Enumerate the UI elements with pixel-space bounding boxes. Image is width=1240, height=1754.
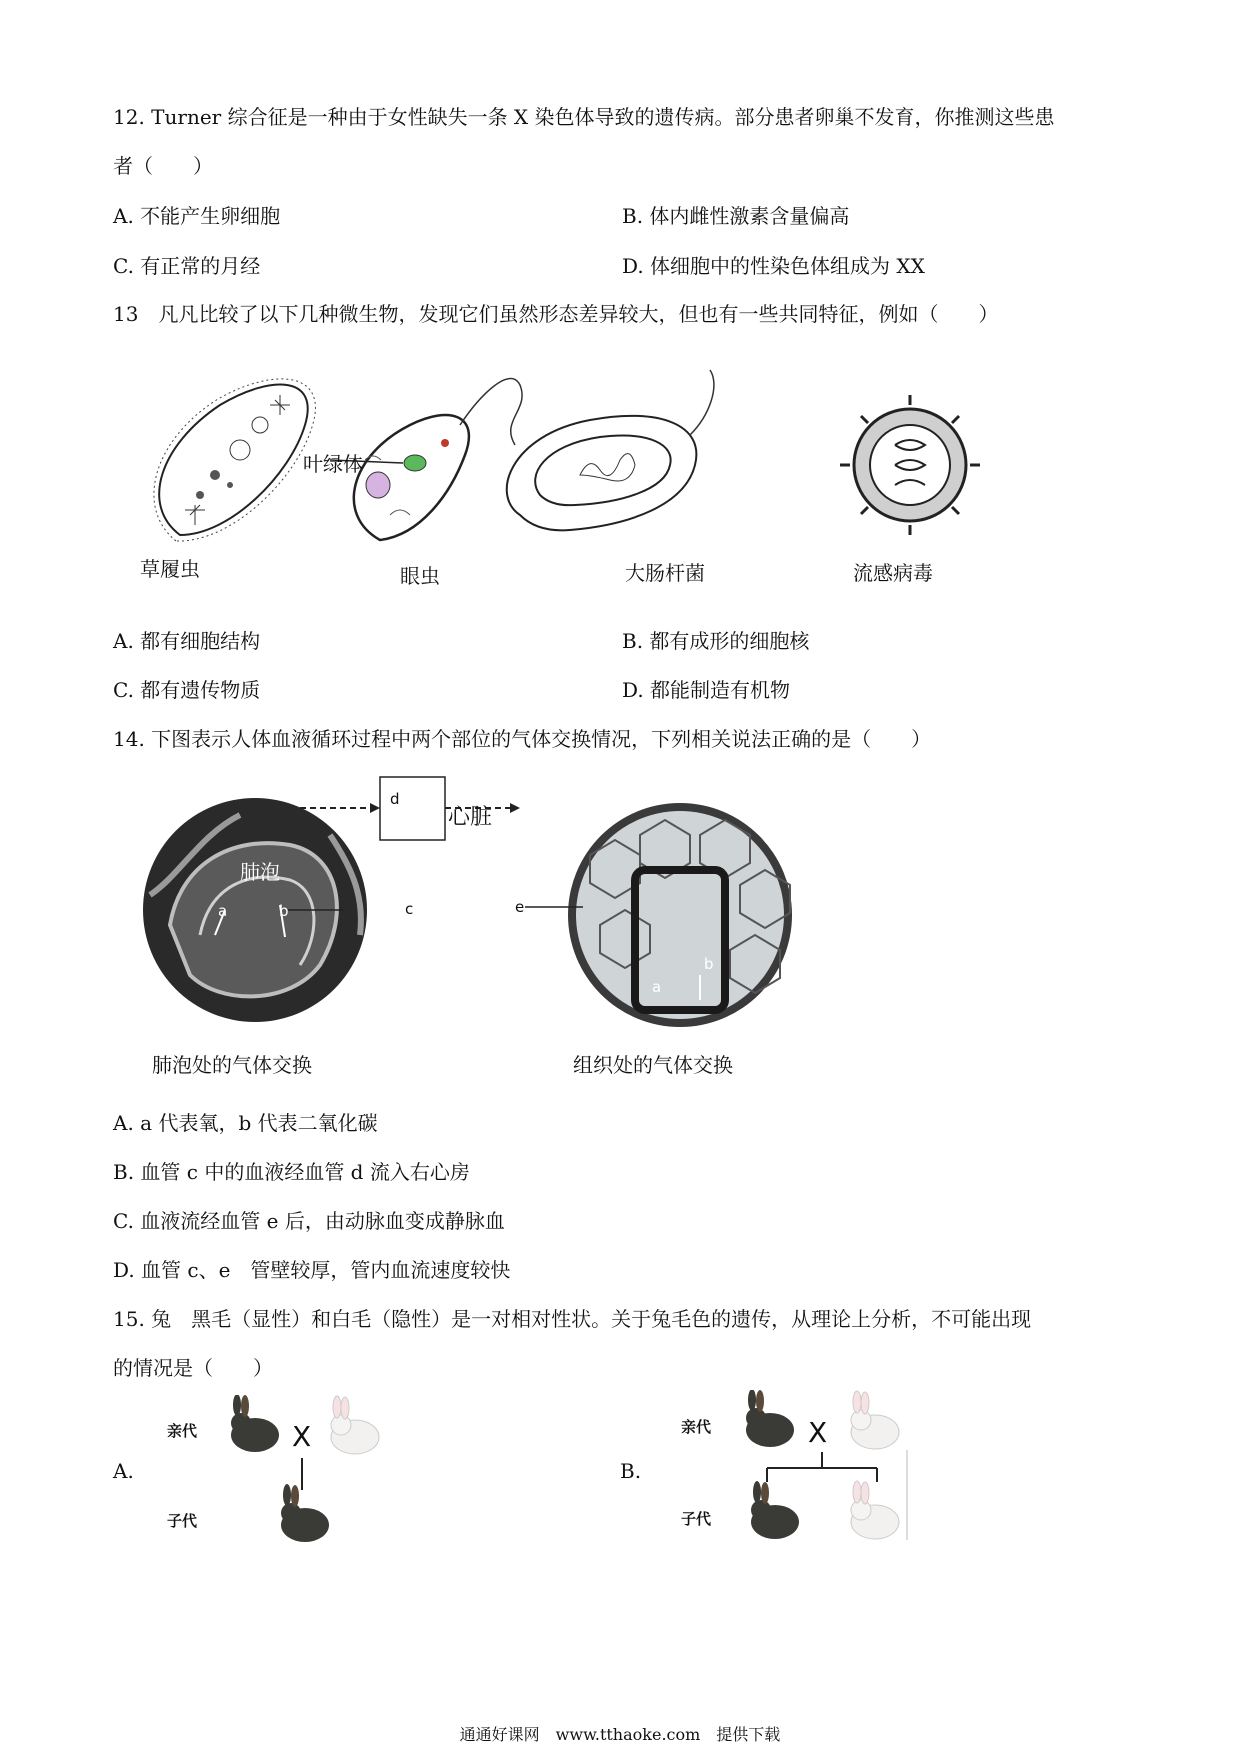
q13-option-a[interactable]: A. 都有细胞结构	[113, 629, 261, 653]
q15-option-a[interactable]: A.	[113, 1459, 134, 1483]
white-rabbit-icon	[851, 1391, 899, 1449]
gas-a2-label: a	[652, 978, 662, 996]
white-rabbit-icon	[331, 1396, 379, 1454]
q14-stem: 14. 下图表示人体血液循环过程中两个部位的气体交换情况，下列相关说法正确的是（ ）	[113, 727, 932, 751]
q15-stem-line1: 15. 兔 黑毛（显性）和白毛（隐性）是一对相对性状。关于兔毛色的遗传，从理论上分析，不可能出现	[113, 1307, 1032, 1331]
white-rabbit-offspring-icon	[851, 1481, 899, 1539]
flu-virus-drawing	[840, 395, 980, 535]
q13-option-c[interactable]: C. 都有遗传物质	[113, 678, 261, 702]
q12-option-c[interactable]: C. 有正常的月经	[113, 254, 261, 278]
gas-b2-label: b	[704, 955, 714, 973]
q12-stem-line2: 者（ ）	[113, 154, 213, 178]
q14-option-c[interactable]: C. 血液流经血管 e 后，由动脉血变成静脉血	[113, 1209, 505, 1233]
q14-option-b[interactable]: B. 血管 c 中的血液经血管 d 流入右心房	[113, 1160, 470, 1184]
black-rabbit-icon	[746, 1390, 794, 1447]
black-rabbit-icon	[231, 1395, 279, 1452]
chloroplast-label: 叶绿体	[303, 452, 363, 476]
caption-alveolus: 肺泡处的气体交换	[152, 1053, 312, 1077]
euglena-drawing	[354, 379, 522, 540]
ecoli-label: 大肠杆菌	[625, 561, 705, 585]
page-footer: 通通好课网 www.tthaoke.com 提供下载	[459, 1725, 781, 1744]
q13-stem: 13 凡凡比较了以下几种微生物，发现它们虽然形态差异较大，但也有一些共同特征，例如（ ）	[113, 302, 999, 326]
q14-option-d[interactable]: D. 血管 c、e 管壁较厚，管内血流速度较快	[113, 1258, 511, 1282]
q12-option-b[interactable]: B. 体内雌性激素含量偏高	[622, 204, 850, 228]
heart-box	[380, 777, 445, 840]
offspring-label-a: 子代	[167, 1512, 198, 1530]
q13-option-d[interactable]: D. 都能制造有机物	[622, 678, 791, 702]
q12-option-d[interactable]: D. 体细胞中的性染色体组成为 XX	[622, 254, 925, 278]
vessel-c-label: c	[405, 900, 414, 918]
q12-stem-line1: 12. Turner 综合征是一种由于女性缺失一条 X 染色体导致的遗传病。部分患者卵巢不发育，你推测这些患	[113, 105, 1055, 129]
cross-symbol-a: X	[292, 1420, 312, 1453]
tissue-image	[568, 803, 792, 1027]
ecoli-drawing	[507, 370, 714, 530]
cross-symbol-b: X	[808, 1416, 828, 1449]
paramecium-label: 草履虫	[140, 557, 200, 581]
q13-option-b[interactable]: B. 都有成形的细胞核	[622, 629, 810, 653]
heart-label: 心脏	[448, 805, 493, 830]
parent-label-b: 亲代	[681, 1418, 712, 1436]
black-rabbit-offspring-icon	[281, 1484, 329, 1542]
q15-stem-line2: 的情况是（ ）	[113, 1356, 273, 1380]
vessel-e-label: e	[515, 898, 525, 916]
black-rabbit-offspring-icon	[751, 1481, 799, 1539]
cross-diagram-b	[740, 1390, 910, 1545]
q15-option-b[interactable]: B.	[620, 1459, 642, 1483]
flu-virus-label: 流感病毒	[853, 561, 933, 585]
caption-tissue: 组织处的气体交换	[573, 1053, 733, 1077]
offspring-label-b: 子代	[681, 1510, 712, 1528]
paramecium-drawing	[154, 379, 316, 541]
vessel-d-label: d	[390, 790, 400, 808]
cross-diagram-a	[225, 1395, 385, 1545]
parent-label-a: 亲代	[167, 1422, 198, 1440]
q12-option-a[interactable]: A. 不能产生卵细胞	[113, 204, 281, 228]
alveolus-label: 肺泡	[240, 860, 280, 884]
microorganisms-figure	[120, 365, 980, 595]
q14-option-a[interactable]: A. a 代表氧，b 代表二氧化碳	[113, 1111, 378, 1135]
gas-b-label: b	[279, 902, 289, 920]
euglena-label: 眼虫	[400, 564, 440, 588]
gas-a-label: a	[218, 902, 228, 920]
